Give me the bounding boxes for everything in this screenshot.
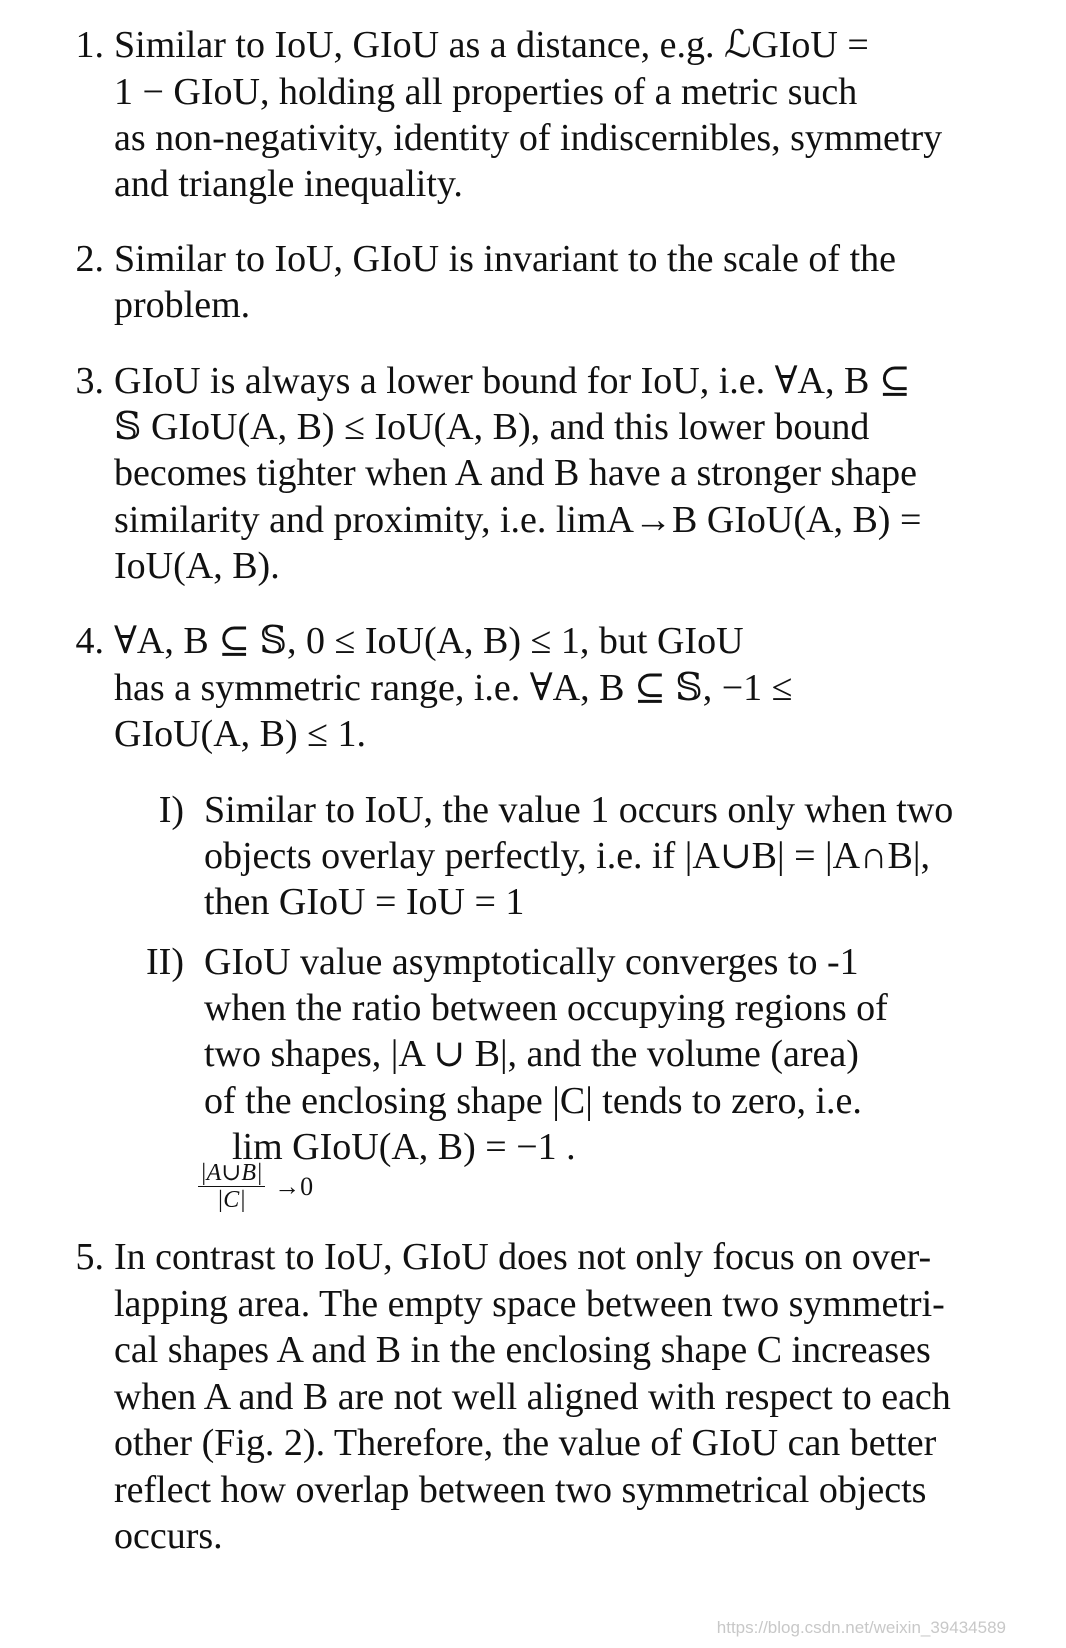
item-line: occurs. (114, 1515, 223, 1557)
item-line: 1 − GIoU, holding all properties of a metric such (114, 71, 858, 113)
sub-item-number: II) (146, 941, 184, 983)
item-line: Similar to IoU, GIoU is invariant to the scale of the (114, 238, 896, 280)
item-line: IoU(A, B). (114, 545, 280, 587)
item-line: has a symmetric range, i.e. ∀A, B ⊆ 𝕊, −1 ≤ (114, 667, 793, 709)
sub-item-line: objects overlay perfectly, i.e. if |A∪B| = |A∩B|, (204, 835, 930, 877)
item-line: as non-negativity, identity of indiscernibles, symmetry (114, 117, 943, 159)
item-line: Similar to IoU, GIoU as a distance, e.g. ℒGIoU = (114, 24, 869, 66)
sub-item-line: two shapes, |A ∪ B|, and the volume (area) (204, 1033, 859, 1075)
item-line: reflect how overlap between two symmetrical objects (114, 1469, 927, 1511)
item-line: lapping area. The empty space between two symmetri- (114, 1283, 945, 1325)
sub-item-line: Similar to IoU, the value 1 occurs only when two (204, 789, 954, 831)
limit-equation: lim GIoU(A, B) = −1 . (232, 1126, 576, 1168)
item-line: cal shapes A and B in the enclosing shape C increases (114, 1329, 931, 1371)
sub-item-line: then GIoU = IoU = 1 (204, 881, 525, 923)
item-line: problem. (114, 284, 251, 326)
watermark-url: https://blog.csdn.net/weixin_39434589 (716, 1618, 1006, 1637)
limit-arrow: →0 (274, 1172, 314, 1201)
fraction (198, 1160, 265, 1213)
item-line: other (Fig. 2). Therefore, the value of GIoU can better (114, 1422, 937, 1464)
item-line: GIoU is always a lower bound for IoU, i.e. ∀A, B ⊆ (114, 360, 911, 402)
item-number: 2. (75, 238, 104, 280)
item-number: 3. (75, 360, 104, 402)
fraction-denominator: |C| (216, 1187, 246, 1213)
fraction-numerator: |A∪B| (200, 1160, 263, 1186)
item-line: and triangle inequality. (114, 163, 463, 205)
item-line: becomes tighter when A and B have a stronger shape (114, 452, 918, 494)
sub-item-number: I) (158, 789, 184, 831)
item-line: similarity and proximity, i.e. limA→B GIoU(A, B) = (114, 499, 922, 541)
item-number: 1. (75, 24, 104, 66)
limit-subscript (198, 1160, 338, 1213)
item-number: 5. (75, 1236, 104, 1278)
item-number: 4. (75, 620, 104, 662)
item-line: when A and B are not well aligned with respect to each (114, 1376, 951, 1418)
sub-item-line: GIoU value asymptotically converges to -1 (204, 941, 859, 983)
sub-item-line: when the ratio between occupying regions of (204, 987, 888, 1029)
item-line: In contrast to IoU, GIoU does not only focus on over- (114, 1236, 932, 1278)
sub-item-line: of the enclosing shape |C| tends to zero, i.e. (204, 1080, 862, 1122)
item-line: 𝕊 GIoU(A, B) ≤ IoU(A, B), and this lower bound (114, 406, 870, 448)
item-line: ∀A, B ⊆ 𝕊, 0 ≤ IoU(A, B) ≤ 1, but GIoU (114, 620, 744, 662)
item-line: GIoU(A, B) ≤ 1. (114, 713, 366, 755)
